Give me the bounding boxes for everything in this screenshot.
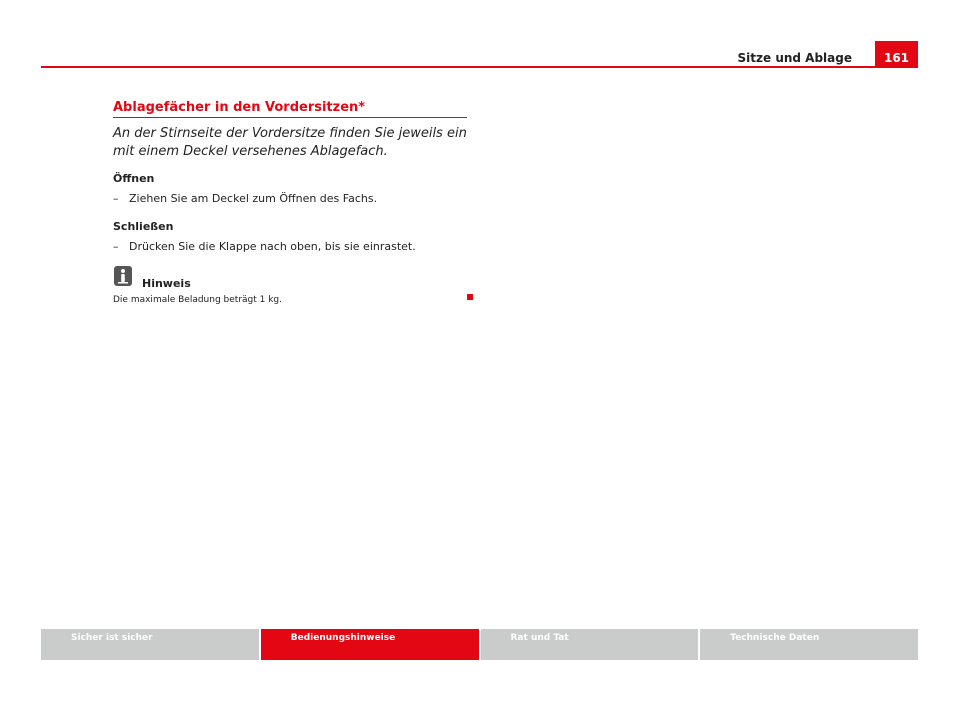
footer-tab-rat-und-tat[interactable]: Rat und Tat (481, 629, 699, 660)
footer-tab-technische-daten[interactable]: Technische Daten (700, 629, 918, 660)
note-text: Die maximale Beladung beträgt 1 kg. (113, 295, 283, 305)
close-heading: Schließen (113, 220, 174, 233)
open-heading: Öffnen (113, 172, 155, 185)
note-title: Hinweis (142, 277, 191, 290)
section-title: Ablagefächer in den Vordersitzen* (113, 100, 366, 115)
step-dash: – (113, 240, 119, 253)
footer-nav (41, 629, 918, 660)
running-header-title: Sitze und Ablage (737, 51, 852, 65)
section-end-marker (467, 294, 473, 300)
header-divider (41, 66, 918, 68)
open-step-text: Ziehen Sie am Deckel zum Öffnen des Fachs. (129, 192, 378, 205)
intro-paragraph: An der Stirnseite der Vordersitze finden Sie jeweils ein mit einem Deckel versehenes Ablagefach. (113, 126, 467, 159)
close-step (113, 240, 416, 253)
info-note-icon (114, 266, 132, 286)
open-step (113, 192, 377, 205)
footer-tab-bedienungshinweise[interactable]: Bedienungshinweise (261, 629, 479, 660)
footer-tab-sicher[interactable]: Sicher ist sicher (41, 629, 259, 660)
close-step-text: Drücken Sie die Klappe nach oben, bis sie einrastet. (129, 240, 416, 253)
section-title-underline (113, 117, 467, 118)
step-dash: – (113, 192, 119, 205)
page-number: 161 (875, 41, 918, 68)
